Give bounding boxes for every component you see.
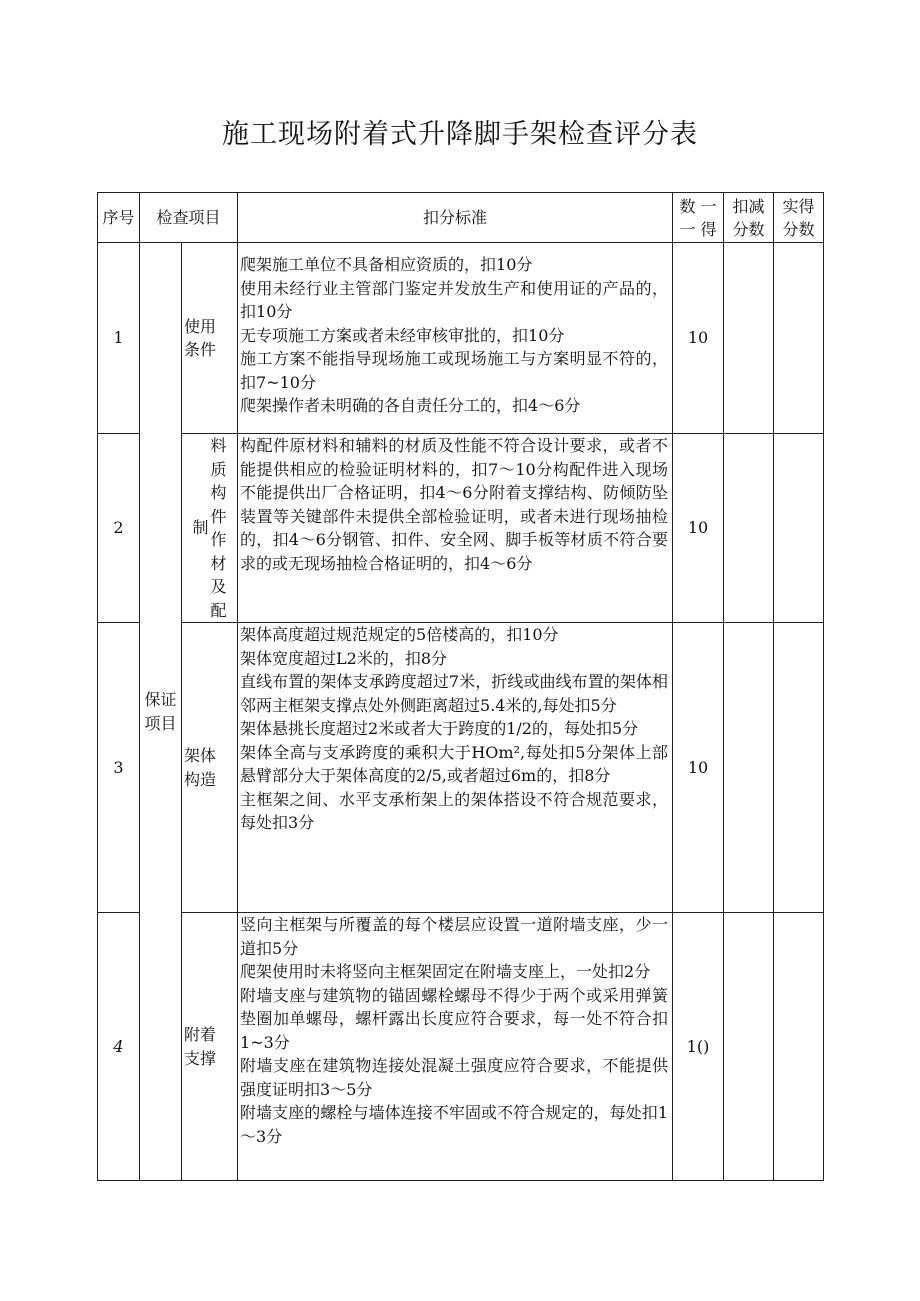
- table-row: [98, 243, 824, 434]
- table-row: [98, 623, 824, 913]
- criteria-cell: 构配件原材料和辅料的材质及性能不符合设计要求，或者不能提供相应的检验证明材料的，扣7～10分构配件进入现场不能提供出厂合格证明，扣4～6分附着支撑结构、防倾防坠装置等关键部件未提供全部检验证明，或者未进行现场抽检的，扣4～6分钢管、扣件、安全网、脚手板等材质不符合要求的或无现场抽检合格证明的，扣4～6分: [238, 434, 673, 623]
- full-score: 10: [673, 623, 724, 913]
- category-cell: 保证 项目: [140, 243, 182, 1181]
- score-table: [97, 192, 824, 1181]
- header-item: 检查项目: [140, 193, 238, 243]
- full-score: 1(): [673, 913, 724, 1181]
- row-number: 2: [98, 434, 140, 623]
- row-number: 4: [98, 913, 140, 1181]
- actual-score-cell[interactable]: [774, 913, 824, 1181]
- check-item: 制 料 质 构 件 作 材 及 配: [182, 434, 238, 623]
- check-item: 使用 条件: [182, 243, 238, 434]
- criteria-cell: 架体高度超过规范规定的5倍楼高的，扣10分 架体宽度超过L2米的，扣8分 直线布置的架体支承跨度超过7米，折线或曲线布置的架体相邻两主框架支撑点处外侧距离超过5.4米的,每处扣5分 架体悬挑长度超过2米或者大于跨度的1/2的，每处扣5分 架体全高与支承跨度的乘积大于HOm²,每处扣5分架体上部悬臂部分大于架体高度的2/5,或者超过6m的，扣8分 主框架之间、水平支承桁架上的架体搭设不符合规范要求，每处扣3分: [238, 623, 673, 913]
- actual-score-cell[interactable]: [774, 434, 824, 623]
- deduct-score-cell[interactable]: [724, 913, 774, 1181]
- table-row: [98, 434, 824, 623]
- header-full-score: 数 一 一 得: [673, 193, 724, 243]
- check-item: 附着 支撑: [182, 913, 238, 1181]
- full-score: 10: [673, 434, 724, 623]
- deduct-score-cell[interactable]: [724, 243, 774, 434]
- header-criteria: 扣分标准: [238, 193, 673, 243]
- criteria-cell: 爬架施工单位不具备相应资质的，扣10分 使用未经行业主管部门鉴定并发放生产和使用证的产品的，扣10分 无专项施工方案或者未经审核审批的，扣10分 施工方案不能指导现场施工或现场施工与方案明显不符的，扣7~10分 爬架操作者未明确的各自责任分工的，扣4～6分: [238, 243, 673, 434]
- table-row: [98, 913, 824, 1181]
- check-item: 架体 构造: [182, 623, 238, 913]
- deduct-score-cell[interactable]: [724, 434, 774, 623]
- deduct-score-cell[interactable]: [724, 623, 774, 913]
- header-deduct: 扣减 分数: [724, 193, 774, 243]
- criteria-cell: 竖向主框架与所覆盖的每个楼层应设置一道附墙支座，少一道扣5分 爬架使用时未将竖向主框架固定在附墙支座上，一处扣2分 附墙支座与建筑物的锚固螺栓螺母不得少于两个或采用弹簧垫圈加单螺母，螺杆露出长度应符合要求，每一处不符合扣1~3分 附墙支座在建筑物连接处混凝土强度应符合要求，不能提供强度证明扣3～5分 附墙支座的螺栓与墙体连接不牢固或不符合规定的，每处扣1～3分: [238, 913, 673, 1181]
- row-number: 1: [98, 243, 140, 434]
- page-title: 施工现场附着式升降脚手架检查评分表: [222, 119, 698, 150]
- row-number: 3: [98, 623, 140, 913]
- header-actual: 实得 分数: [774, 193, 824, 243]
- header-no: 序号: [98, 193, 140, 243]
- header-row: [98, 193, 824, 243]
- full-score: 10: [673, 243, 724, 434]
- actual-score-cell[interactable]: [774, 623, 824, 913]
- actual-score-cell[interactable]: [774, 243, 824, 434]
